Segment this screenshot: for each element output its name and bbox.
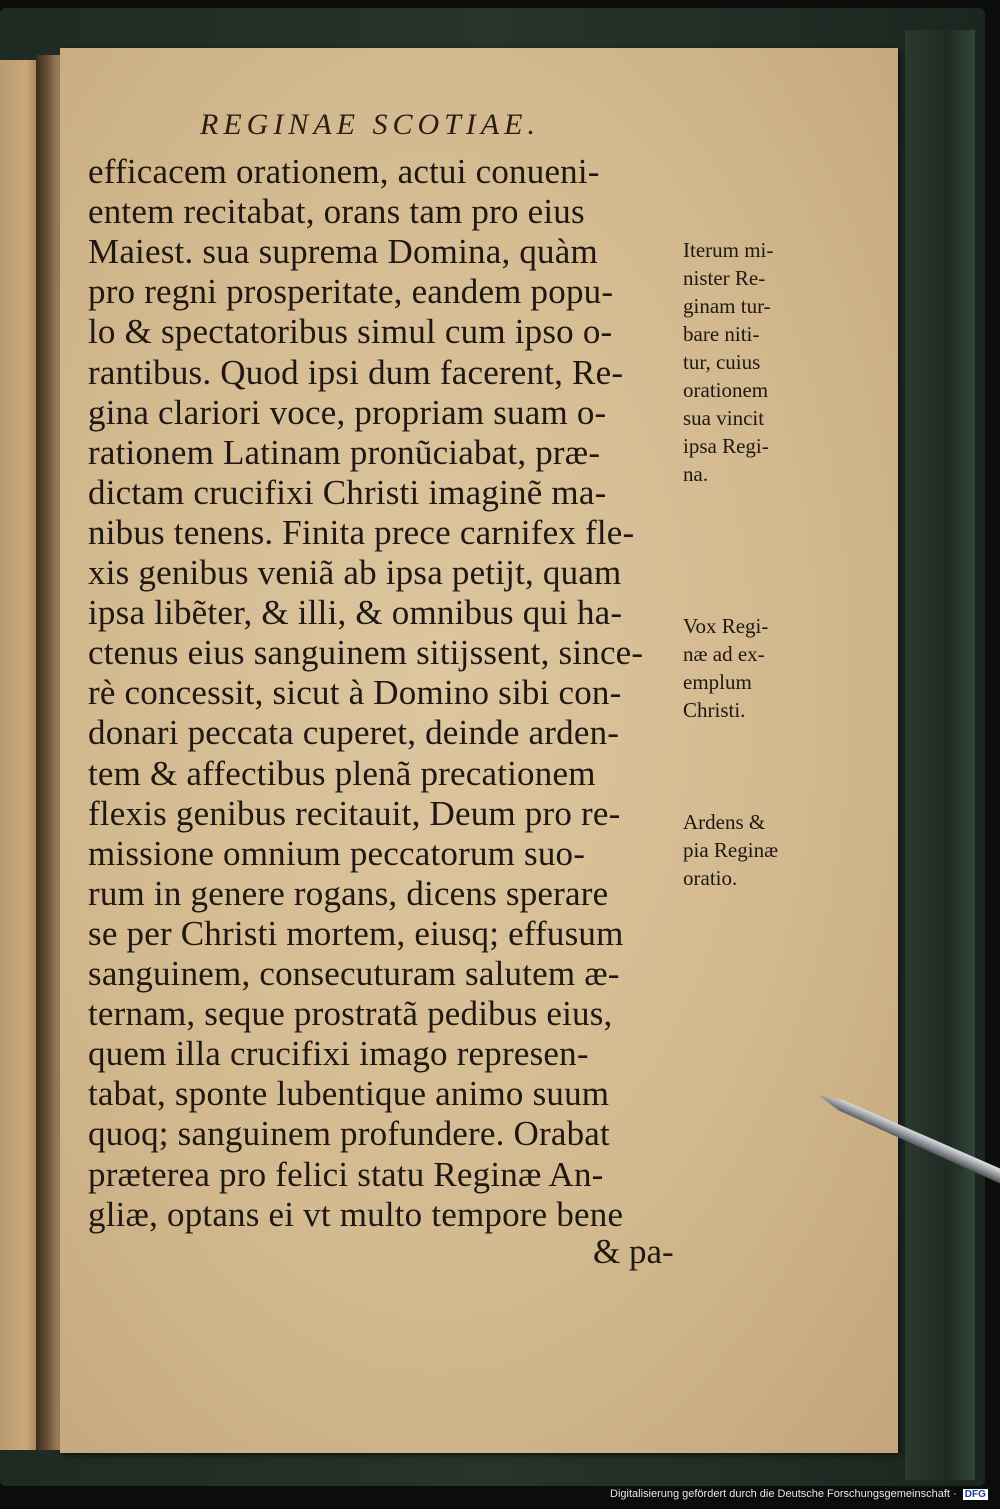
text-line: nibus tenens. Finita prece carnifex fle-	[88, 512, 635, 552]
margin-note-line: ginam tur-	[683, 294, 771, 318]
text-line: rè concessit, sicut à Domino sibi con-	[88, 673, 622, 713]
margin-note-line: næ ad ex-	[683, 642, 765, 666]
text-line: entem recitabat, orans tam pro eius	[88, 192, 585, 232]
margin-note-line: Ardens &	[683, 810, 766, 834]
text-line: quem illa crucifixi imago represen-	[88, 1034, 589, 1074]
text-line: tabat, sponte lubentique animo suum	[88, 1074, 610, 1114]
text-line: donari peccata cuperet, deinde arden-	[88, 713, 620, 753]
margin-note-line: ipsa Regi-	[683, 434, 769, 458]
margin-note-line: pia Reginæ	[683, 838, 779, 862]
margin-note-line: Vox Regi-	[683, 614, 769, 638]
text-line: Maiest. sua suprema Domina, quàm	[88, 232, 598, 272]
margin-note-vox-reginae	[683, 612, 768, 724]
text-line: ipsa libẽter, & illi, & omnibus qui ha-	[88, 593, 623, 633]
text-line: rationem Latinam pronũciabat, præ-	[88, 432, 601, 472]
text-line: flexis genibus recitauit, Deum pro re-	[88, 793, 621, 833]
text-line: xis genibus veniã ab ipsa petijt, quam	[88, 553, 622, 592]
margin-note-line: emplum	[683, 670, 752, 694]
margin-note-ardens	[683, 808, 778, 892]
footer-text: Digitalisierung gefördert durch die Deutsche Forschungsgemeinschaft	[610, 1488, 950, 1500]
dfg-logo: DFG	[964, 1489, 986, 1500]
text-line: quoq; sanguinem profundere. Orabat	[88, 1114, 610, 1154]
text-line: ctenus eius sanguinem sitijssent, since-	[88, 633, 644, 673]
text-line: pro regni prosperitate, eandem popu-	[88, 272, 614, 312]
text-line: lo & spectatoribus simul cum ipso o-	[88, 312, 613, 352]
text-line: dictam crucifixi Christi imaginẽ ma-	[88, 472, 607, 512]
margin-note-line: bare niti-	[683, 322, 760, 346]
catchword: & pa-	[593, 1232, 674, 1271]
margin-note-line: oratio.	[683, 866, 738, 890]
text-line: ternam, seque prostratã pedibus eius,	[88, 994, 613, 1034]
margin-note-line: Iterum mi-	[683, 238, 774, 262]
digitization-footer: Digitalisierung gefördert durch die Deutsche Forschungsgemeinschaft · DFG	[610, 1488, 986, 1500]
margin-note-line: na.	[683, 462, 709, 486]
text-line: rantibus. Quod ipsi dum facerent, Re-	[88, 352, 624, 392]
margin-note-line: sua vincit	[683, 406, 765, 430]
running-head: REGINAE SCOTIAE.	[200, 108, 540, 141]
text-line: missione omnium peccatorum suo-	[88, 833, 586, 873]
margin-note-line: Christi.	[683, 698, 746, 722]
cover-edge-right	[905, 30, 975, 1480]
text-line: tem & affectibus plenã precationem	[88, 753, 596, 793]
margin-note-line: tur, cuius	[683, 350, 761, 374]
text-line: præterea pro felici statu Reginæ An-	[88, 1154, 604, 1194]
text-line: sanguinem, consecuturam salutem æ-	[88, 954, 620, 993]
text-line: efficacem orationem, actui conueni-	[88, 152, 600, 191]
text-line: gina clariori voce, propriam suam o-	[88, 392, 607, 432]
text-line: se per Christi mortem, eiusq; effusum	[88, 913, 624, 953]
text-line: gliæ, optans ei vt multo tempore bene	[88, 1194, 624, 1234]
margin-note-line: nister Re-	[683, 266, 766, 290]
margin-note-iterum	[683, 236, 773, 488]
margin-note-line: orationem	[683, 378, 769, 402]
text-line: rum in genere rogans, dicens sperare	[88, 873, 609, 913]
